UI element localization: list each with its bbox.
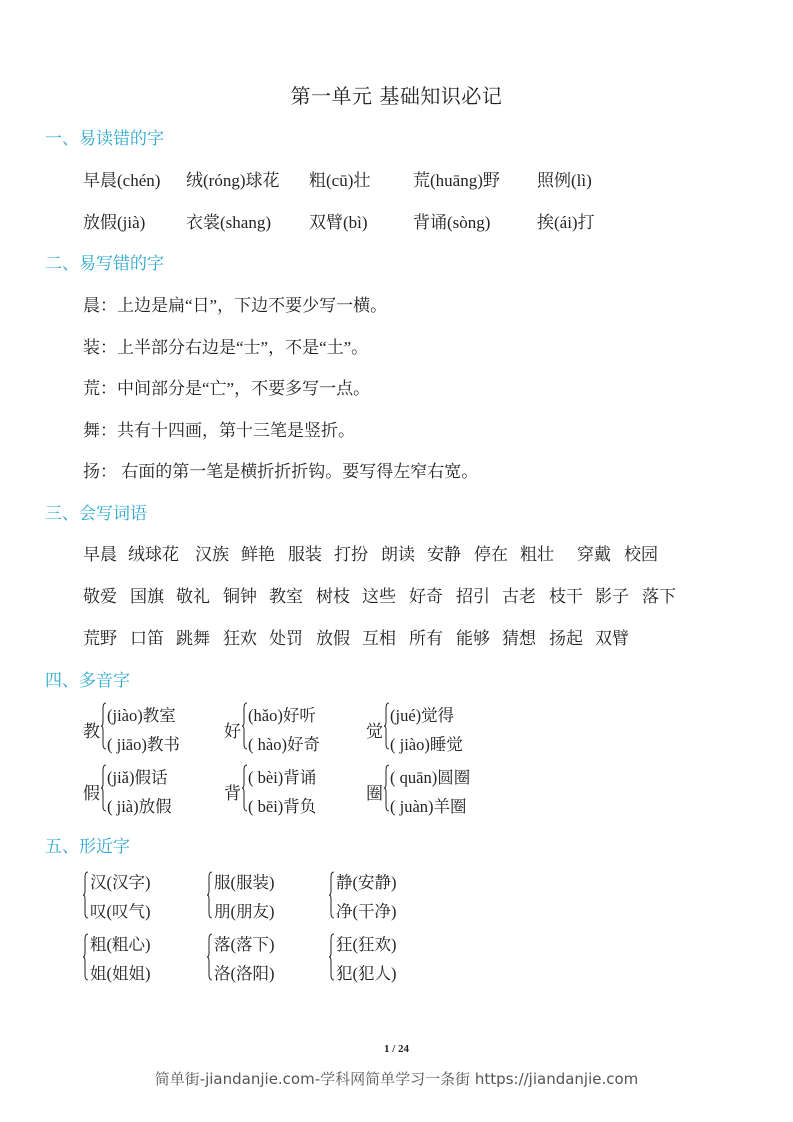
note-line: 扬： 右面的第一笔是横折折折钩。要写得左窄右宽。 [83, 462, 479, 481]
vocab-word: 影子 [595, 587, 629, 606]
footer-watermark: 简单街-jiandanjie.com-学科网简单学习一条街 https://jiandanjie.com [154, 1070, 639, 1088]
similar-char-group [83, 931, 183, 987]
vocab-word: 枝干 [549, 587, 583, 606]
vocab-word: 教室 [269, 587, 303, 606]
vocab-word: 猜想 [502, 629, 536, 648]
polyphone-group [366, 702, 496, 758]
similar-char-group [207, 869, 307, 925]
similar-char-group [329, 931, 429, 987]
polyphone-option: ( jiào)睡觉 [390, 735, 463, 754]
polyphone-group [83, 764, 213, 820]
note-line: 装：上半部分右边是“士”，不是“土”。 [83, 338, 369, 357]
polyphone-option: ( quān)圆圈 [390, 768, 471, 787]
similar-char: 朋(朋友) [214, 902, 275, 921]
polyphone-group [224, 764, 354, 820]
section-heading-3: 三、会写词语 [45, 504, 147, 524]
section-heading-5: 五、形近字 [45, 837, 130, 857]
note-line: 荒：中间部分是“亡”，不要多写一点。 [83, 379, 371, 398]
brace-icon [83, 933, 89, 981]
vocab-word: 敬礼 [176, 587, 210, 606]
word: 早晨(chén) [83, 171, 161, 190]
polyphone-char: 背 [224, 784, 241, 803]
page-number: 1 / 24 [383, 1043, 410, 1055]
vocab-word: 这些 [362, 587, 396, 606]
similar-char: 犯(犯人) [336, 964, 397, 983]
similar-char: 姐(姐姐) [90, 964, 151, 983]
word: 粗(cū)壮 [309, 171, 371, 190]
vocab-word: 扬起 [549, 629, 583, 648]
vocab-word: 汉族 [195, 545, 229, 564]
polyphone-option: (jué)觉得 [390, 706, 455, 725]
similar-char: 落(落下) [214, 935, 275, 954]
word: 绒(róng)球花 [186, 171, 280, 190]
polyphone-option: (jiào)教室 [107, 706, 176, 725]
brace-icon [207, 871, 213, 919]
section-heading-2: 二、易写错的字 [45, 254, 164, 274]
word: 双臂(bì) [309, 213, 368, 232]
similar-char: 洛(洛阳) [214, 964, 275, 983]
brace-icon [207, 933, 213, 981]
note-line: 晨：上边是扁“日”，下边不要少写一横。 [83, 296, 388, 315]
vocab-word: 处罚 [269, 629, 303, 648]
word: 照例(lì) [537, 171, 592, 190]
vocab-word: 招引 [456, 587, 490, 606]
similar-char: 汉(汉字) [90, 873, 151, 892]
vocab-word: 双臂 [595, 629, 629, 648]
vocab-word: 穿戴 [577, 545, 611, 564]
brace-icon [329, 871, 335, 919]
polyphone-option: ( jià)放假 [107, 797, 172, 816]
vocab-word: 停在 [474, 545, 508, 564]
polyphone-char: 好 [224, 722, 241, 741]
polyphone-option: ( bèi)背诵 [248, 768, 317, 787]
similar-char-group [329, 869, 429, 925]
vocab-word: 能够 [456, 629, 490, 648]
vocab-word: 跳舞 [176, 629, 210, 648]
section-heading-1: 一、易读错的字 [45, 129, 164, 149]
similar-char: 叹(叹气) [90, 902, 151, 921]
vocab-word: 所有 [409, 629, 443, 648]
polyphone-group [83, 702, 213, 758]
note-line: 舞：共有十四画，第十三笔是竖折。 [83, 421, 355, 440]
polyphone-char: 圈 [366, 784, 383, 803]
vocab-word: 朗读 [381, 545, 415, 564]
polyphone-char: 假 [83, 784, 100, 803]
polyphone-char: 教 [83, 722, 100, 741]
vocab-word: 校园 [624, 545, 658, 564]
word: 放假(jià) [83, 213, 146, 232]
similar-char: 净(干净) [336, 902, 397, 921]
brace-icon [83, 871, 89, 919]
polyphone-option: ( bēi)背负 [248, 797, 317, 816]
brace-icon [329, 933, 335, 981]
vocab-word: 互相 [362, 629, 396, 648]
word: 衣裳(shang) [186, 213, 271, 232]
vocab-word: 树枝 [316, 587, 350, 606]
section-heading-4: 四、多音字 [45, 671, 130, 691]
similar-char: 静(安静) [336, 873, 397, 892]
similar-char-group [83, 869, 183, 925]
polyphone-option: ( juàn)羊圈 [390, 797, 467, 816]
vocab-word: 国旗 [130, 587, 164, 606]
vocab-word: 古老 [502, 587, 536, 606]
polyphone-option: ( hào)好奇 [248, 735, 320, 754]
vocab-word: 敬爱 [83, 587, 117, 606]
vocab-word: 粗壮 [520, 545, 554, 564]
vocab-word: 狂欢 [223, 629, 257, 648]
word: 挨(ái)打 [537, 213, 595, 232]
polyphone-option: (jiǎ)假话 [107, 768, 168, 787]
vocab-word: 绒球花 [128, 545, 179, 564]
polyphone-group [366, 764, 496, 820]
word: 背诵(sòng) [413, 213, 491, 232]
similar-char-group [207, 931, 307, 987]
polyphone-group [224, 702, 354, 758]
vocab-word: 打扮 [334, 545, 368, 564]
vocab-word: 鲜艳 [241, 545, 275, 564]
vocab-word: 早晨 [83, 545, 117, 564]
similar-char: 服(服装) [214, 873, 275, 892]
page-title: 第一单元 基础知识必记 [290, 84, 503, 108]
vocab-word: 好奇 [409, 587, 443, 606]
polyphone-char: 觉 [366, 722, 383, 741]
vocab-word: 放假 [316, 629, 350, 648]
vocab-word: 口笛 [130, 629, 164, 648]
similar-char: 狂(狂欢) [336, 935, 397, 954]
polyphone-option: (hǎo)好听 [248, 706, 316, 725]
vocab-word: 安静 [427, 545, 461, 564]
vocab-word: 服装 [288, 545, 322, 564]
vocab-word: 荒野 [83, 629, 117, 648]
vocab-word: 落下 [642, 587, 676, 606]
vocab-word: 铜钟 [223, 587, 257, 606]
similar-char: 粗(粗心) [90, 935, 151, 954]
polyphone-option: ( jiāo)教书 [107, 735, 180, 754]
word: 荒(huāng)野 [413, 171, 500, 190]
